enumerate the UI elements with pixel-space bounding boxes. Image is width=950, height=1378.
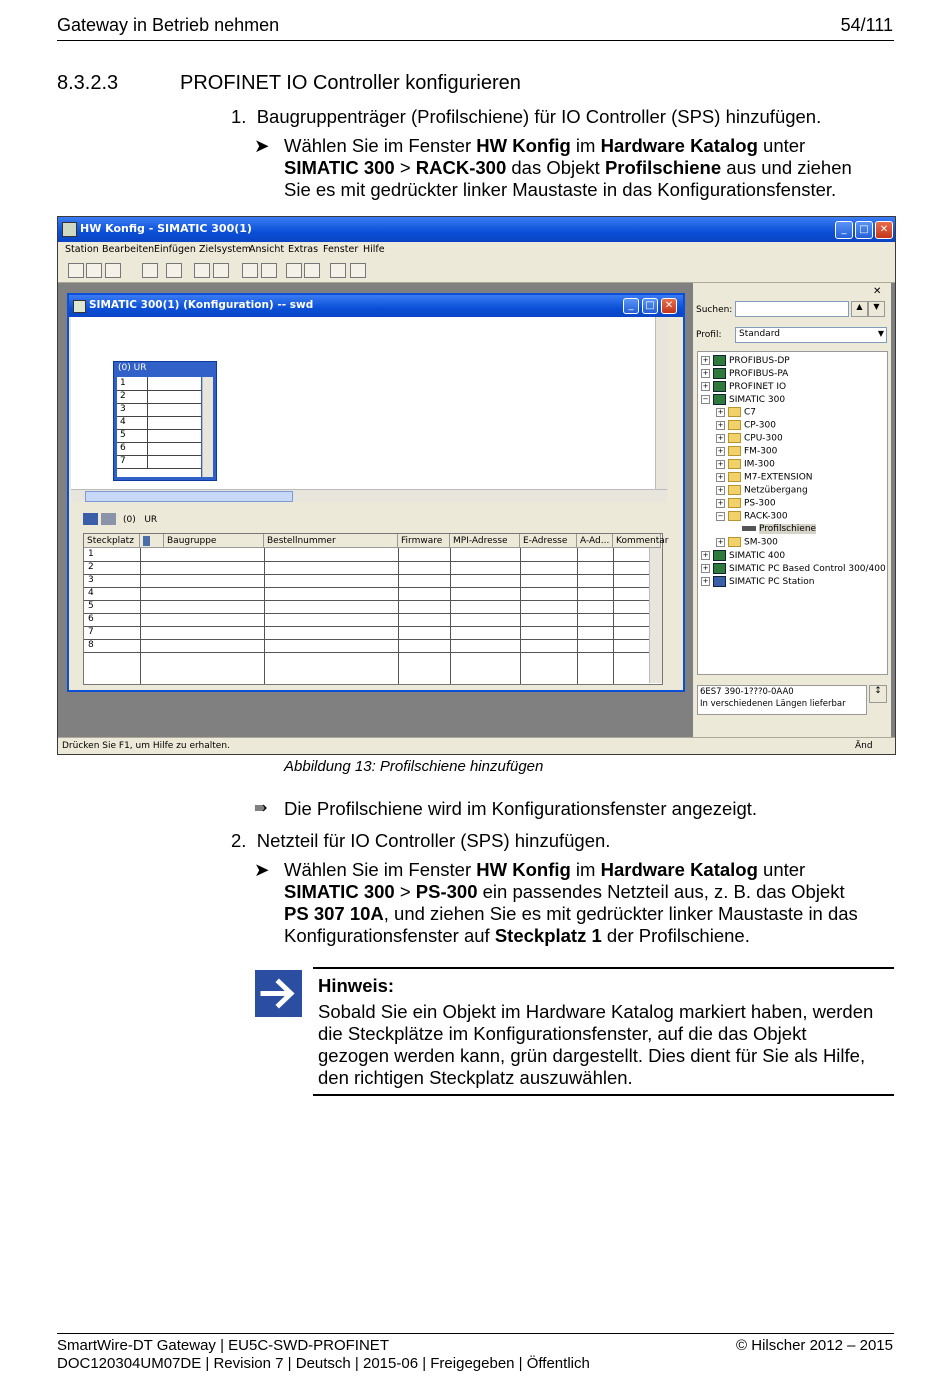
profile-label: Profil:	[696, 330, 722, 340]
tree-item[interactable]: + CPU-300	[717, 433, 783, 444]
mdi-area	[58, 283, 690, 739]
text: ein passendes Netzteil aus, z. B. das Objekt	[477, 881, 845, 902]
text-bold: PS 307 10A	[284, 903, 384, 924]
step-1-instruction	[284, 135, 894, 201]
info-box	[697, 685, 867, 715]
text-bold: Hardware Katalog	[600, 859, 758, 880]
tree-item[interactable]: + PROFIBUS-PA	[702, 369, 789, 379]
text: im	[570, 135, 601, 156]
rack-slot[interactable]	[117, 403, 201, 417]
table-row[interactable]	[84, 561, 656, 575]
tree-item[interactable]: + SIMATIC 400	[702, 551, 786, 561]
running-header-title: Gateway in Betrieb nehmen	[57, 15, 280, 35]
text: Wählen Sie im Fenster	[284, 135, 477, 156]
text-bold: Profilschiene	[604, 157, 722, 178]
help-icon[interactable]	[350, 263, 366, 278]
rack-slot-grid	[117, 377, 201, 477]
note-arrow-icon	[255, 970, 302, 1017]
text: das Objekt	[506, 157, 605, 178]
app-icon	[62, 222, 77, 237]
text: im	[570, 859, 601, 880]
row-slot: 1	[88, 549, 94, 559]
row-slot: 6	[88, 614, 94, 624]
row-slot: 7	[88, 627, 94, 637]
footer-rule	[57, 1333, 894, 1334]
hw-konfig-screenshot	[57, 216, 896, 755]
maximize-icon[interactable]: □	[642, 298, 658, 314]
profile-value: Standard	[739, 329, 780, 339]
col-steckplatz[interactable]: Steckplatz	[84, 534, 140, 548]
text: >	[394, 157, 416, 178]
text-bold: SIMATIC 300	[284, 157, 395, 178]
tree-item[interactable]: + PROFIBUS-DP	[702, 356, 790, 366]
text: Wählen Sie im Fenster	[284, 859, 477, 880]
compile-icon[interactable]	[142, 263, 158, 278]
rack-slot[interactable]	[117, 442, 201, 456]
hint-title: Hinweis:	[318, 975, 395, 996]
tree-item[interactable]: + SIMATIC PC Based Control 300/400	[702, 564, 886, 574]
maximize-icon[interactable]: □	[855, 221, 873, 239]
hardware-catalog	[693, 283, 891, 737]
table-row[interactable]	[84, 626, 656, 640]
text-bold: Steckplatz 1	[494, 925, 602, 946]
window-title: HW Konfig - SIMATIC 300(1)	[80, 222, 252, 235]
back-icon[interactable]	[83, 513, 98, 525]
search-prev-icon[interactable]: ▼	[868, 301, 885, 317]
section-title: PROFINET IO Controller konfigurieren	[180, 72, 521, 94]
table-row[interactable]	[84, 600, 656, 614]
catalog-close-icon[interactable]: ✕	[873, 286, 882, 297]
text: Sie es mit gedrückter linker Maustaste in das Konfigurationsfenster.	[284, 179, 837, 200]
detail-rack-label: (0) UR	[123, 515, 158, 525]
station-icon	[73, 300, 86, 313]
slot-table	[83, 533, 669, 685]
col-kommentar[interactable]: Kommentar	[613, 534, 661, 548]
configuration-area[interactable]	[71, 317, 667, 497]
rack-slot[interactable]	[117, 416, 201, 430]
close-icon[interactable]: ✕	[661, 298, 677, 314]
col-a-adresse[interactable]: A-Ad...	[577, 534, 613, 548]
page-number: 54/111	[840, 15, 893, 35]
rack-title: (0) UR	[118, 363, 147, 373]
status-mode: Änd	[855, 741, 873, 751]
table-row[interactable]	[84, 613, 656, 627]
section-number: 8.3.2.3	[57, 72, 119, 94]
col-baugruppe[interactable]: Baugruppe	[164, 534, 264, 548]
text: >	[394, 881, 416, 902]
hint-line: Sobald Sie ein Objekt im Hardware Katalog markiert haben, werden	[318, 1001, 874, 1022]
search-next-icon[interactable]: ▲	[851, 301, 868, 317]
result-text: Die Profilschiene wird im Konfigurationsfenster angezeigt.	[284, 798, 758, 819]
row-slot: 5	[88, 601, 94, 611]
new-icon[interactable]	[68, 263, 84, 278]
minimize-icon[interactable]: _	[835, 221, 853, 239]
window-titlebar	[58, 217, 895, 242]
footer-copyright: © Hilscher 2012 – 2015	[736, 1337, 893, 1354]
slot-number: 3	[120, 404, 126, 414]
menu-station[interactable]: Station	[65, 244, 99, 255]
col-mpi-adresse[interactable]: MPI-Adresse	[450, 534, 520, 548]
menu-ansicht[interactable]: Ansicht	[249, 244, 285, 255]
forward-icon[interactable]	[101, 513, 116, 525]
hint-line: den richtigen Steckplatz auszuwählen.	[318, 1067, 633, 1088]
tree-item[interactable]: − SIMATIC 300	[702, 395, 786, 405]
row-slot: 4	[88, 588, 94, 598]
text-bold: HW Konfig	[476, 859, 571, 880]
tree-item[interactable]: − RACK-300	[717, 511, 788, 522]
bullet-arrow-icon: ➤	[254, 135, 270, 156]
tree-item[interactable]: + SIMATIC PC Station	[702, 577, 815, 587]
order-info: In verschiedenen Längen lieferbar	[700, 699, 846, 709]
text: , und ziehen Sie es mit gedrückter linker Maustaste in das	[383, 903, 858, 924]
tree-item[interactable]: + PS-300	[717, 498, 776, 509]
chevron-down-icon: ▼	[877, 329, 884, 338]
toolbar	[58, 258, 895, 283]
table-row[interactable]	[84, 574, 656, 588]
text-bold: Hardware Katalog	[600, 135, 758, 156]
vertical-scrollbar[interactable]	[655, 317, 668, 497]
step-2: 2. Netzteil für IO Controller (SPS) hinzufügen.	[231, 830, 611, 851]
text-bold: RACK-300	[415, 157, 507, 178]
tree-item[interactable]: + SM-300	[717, 537, 778, 548]
row-slot: 8	[88, 640, 94, 650]
table-row[interactable]	[84, 639, 656, 653]
row-slot: 2	[88, 562, 94, 572]
table-scrollbar[interactable]	[649, 548, 662, 683]
slot-number: 2	[120, 391, 126, 401]
menu-extras[interactable]: Extras	[288, 244, 319, 255]
close-icon[interactable]: ✕	[875, 221, 893, 239]
text-bold: HW Konfig	[476, 135, 571, 156]
catalog-tree	[697, 351, 888, 675]
text-bold: PS-300	[415, 881, 478, 902]
download-icon[interactable]	[242, 263, 258, 278]
catalog-icon[interactable]	[286, 263, 302, 278]
search-input[interactable]	[735, 301, 849, 317]
minimize-icon[interactable]: _	[623, 298, 639, 314]
text: Konfigurationsfenster auf	[284, 925, 495, 946]
info-toggle-icon[interactable]: ↕	[869, 685, 887, 703]
slot-number: 7	[120, 456, 126, 466]
search-label: Suchen:	[696, 305, 733, 315]
view-icon[interactable]	[304, 263, 320, 278]
menu-zielsystem[interactable]: Zielsystem	[199, 244, 251, 255]
slot-number: 6	[120, 443, 126, 453]
tree-item[interactable]: + IM-300	[717, 459, 775, 470]
copy-icon[interactable]	[194, 263, 210, 278]
config-window-titlebar	[69, 295, 683, 317]
tree-item[interactable]: + C7	[717, 407, 757, 418]
table-row[interactable]	[84, 548, 656, 562]
open-icon[interactable]	[86, 263, 102, 278]
text-bold: SIMATIC 300	[284, 881, 395, 902]
header-rule	[57, 40, 894, 41]
network-icon[interactable]	[330, 263, 346, 278]
rack-slot[interactable]	[117, 390, 201, 404]
hint-line: gezogen werden kann, grün dargestellt. Dies dient für Sie als Hilfe,	[318, 1045, 866, 1066]
rack-slot[interactable]	[117, 377, 201, 391]
save-icon[interactable]	[105, 263, 121, 278]
menu-einfuegen[interactable]: Einfügen	[154, 244, 196, 255]
print-icon[interactable]	[166, 263, 182, 278]
config-window-title: SIMATIC 300(1) (Konfiguration) -- swd	[89, 299, 314, 311]
tree-item[interactable]: + CP-300	[717, 420, 776, 431]
step-1: 1. Baugruppenträger (Profilschiene) für IO Controller (SPS) hinzufügen.	[231, 106, 822, 127]
col-e-adresse[interactable]: E-Adresse	[520, 534, 577, 548]
detail-pane	[71, 503, 681, 688]
tree-item[interactable]: + FM-300	[717, 446, 778, 457]
profile-select[interactable]	[735, 327, 887, 343]
footer-product: SmartWire-DT Gateway | EU5C-SWD-PROFINET	[57, 1337, 389, 1354]
row-slot: 3	[88, 575, 94, 585]
status-text: Drücken Sie F1, um Hilfe zu erhalten.	[62, 741, 230, 751]
footer-document-info: DOC120304UM07DE | Revision 7 | Deutsch | 2015-06 | Freigegeben | Öffentlich	[57, 1355, 590, 1372]
col-bestellnummer[interactable]: Bestellnummer	[264, 534, 398, 548]
rack-scrollbar[interactable]	[202, 377, 213, 477]
hint-text	[318, 1001, 894, 1089]
bullet-arrow-icon: ➤	[254, 859, 270, 880]
figure-caption: Abbildung 13: Profilschiene hinzufügen	[284, 758, 544, 775]
hint-bottom-rule	[313, 1094, 894, 1096]
status-bar	[58, 737, 895, 755]
tree-item[interactable]: + PROFINET IO	[702, 382, 787, 392]
hint-line: die Steckplätze im Konfigurationsfenster, auf die das Objekt	[318, 1023, 807, 1044]
result-icon: ⇛	[254, 800, 268, 817]
slot-number: 5	[120, 430, 126, 440]
menu-bar	[58, 242, 895, 258]
text: unter	[757, 859, 806, 880]
menu-bearbeiten[interactable]: Bearbeiten	[102, 244, 155, 255]
tree-item[interactable]: + M7-EXTENSION	[717, 472, 813, 483]
rack-slot[interactable]	[117, 429, 201, 443]
rack-ur[interactable]	[113, 361, 217, 481]
menu-hilfe[interactable]: Hilfe	[363, 244, 385, 255]
rack-slot[interactable]	[117, 455, 201, 469]
config-window	[67, 293, 685, 692]
text: unter	[757, 135, 806, 156]
scroll-thumb[interactable]	[85, 491, 293, 502]
text: aus und ziehen	[721, 157, 852, 178]
slot-number: 1	[120, 378, 126, 388]
text: der Profilschiene.	[601, 925, 750, 946]
order-number: 6ES7 390-1???0-0AA0	[700, 687, 794, 697]
paste-icon[interactable]	[213, 263, 229, 278]
table-row[interactable]	[84, 587, 656, 601]
slot-number: 4	[120, 417, 126, 427]
col-firmware[interactable]: Firmware	[398, 534, 450, 548]
horizontal-scrollbar[interactable]	[71, 489, 667, 502]
step-2-instruction	[284, 859, 894, 947]
tree-item[interactable]: + Netzübergang	[717, 485, 808, 496]
upload-icon[interactable]	[261, 263, 277, 278]
hint-top-rule	[313, 967, 894, 969]
col-icon	[140, 534, 164, 548]
tree-item-selected[interactable]: Profilschiene	[742, 524, 816, 534]
menu-fenster[interactable]: Fenster	[323, 244, 359, 255]
